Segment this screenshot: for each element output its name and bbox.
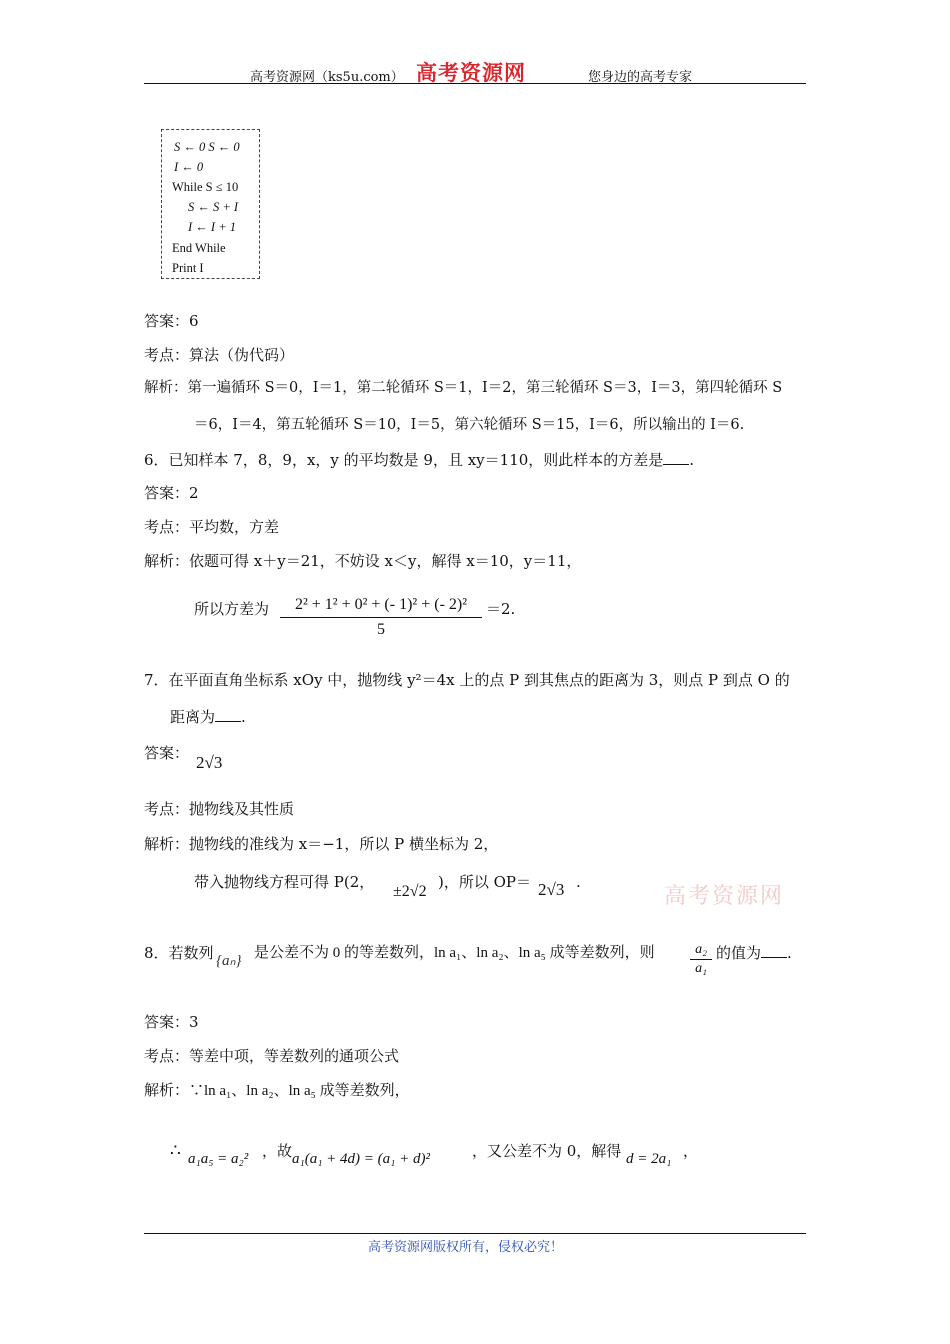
header-rule [144,83,806,84]
q6-analysis-line2-prefix: 所以方差为 [194,600,270,618]
q6-question-text: 6．已知样本 7，8，9，x，y 的平均数是 9，且 xy＝110，则此样本的方差是 [144,451,664,469]
q8-equation-3: d = 2a₁ [626,1151,672,1167]
q6-analysis-line2-suffix: ＝2. [486,600,516,618]
code-line-6: End While [172,241,226,255]
q8-ratio-fraction [690,942,712,977]
q8-analysis-g: ， [683,1142,699,1160]
q7-analysis-coord: ±2√2 [393,883,427,900]
code-line-4: S ← S + I [188,200,239,214]
q5-answer: 答案：6 [144,312,199,330]
q6-answer: 答案：2 [144,484,199,502]
q8-therefore-symbol: ∴ [170,1141,181,1161]
q8-analysis-e: ，又公差不为 0，解得 [472,1142,622,1160]
q6-fraction-denominator: 5 [377,621,385,638]
q6-variance-fraction [280,596,482,639]
q6-point: 考点：平均数，方差 [144,518,280,536]
q6-answer-blank [663,452,689,465]
q6-analysis-line1: 解析：依题可得 x＋y＝21，不妨设 x＜y，解得 x＝10，y＝11， [144,552,582,570]
q8-answer-blank [761,945,787,958]
q8-point: 考点：等差中项，等差数列的通项公式 [144,1047,400,1065]
q7-analysis-line2-a: 带入抛物线方程可得 P(2， [194,873,375,891]
code-line-3: While S ≤ 10 [172,180,239,194]
q5-analysis-line1: 解析：第一遍循环 S＝0，I＝1，第二轮循环 S＝1，I＝2，第三轮循环 S＝3，I＝3，第四轮循环 S [144,380,783,396]
q8-question-c-text: 的值为 [716,944,762,962]
pseudocode-box [161,129,260,279]
q8-question-a: 8．若数列 [144,944,214,962]
q8-equation-2: a₁(a₁ + 4d) = (a₁ + d)² [292,1151,430,1167]
q8-answer: 答案：3 [144,1013,199,1031]
header-right-text: 您身边的高考专家 [588,70,693,85]
q7-point: 考点：抛物线及其性质 [144,800,295,818]
code-line-5: I ← I + 1 [188,220,237,234]
q5-point: 考点：算法（伪代码） [144,346,295,364]
q7-question-line2-text: 距离为 [170,708,216,726]
footer-copyright: 高考资源网版权所有，侵权必究！ [368,1240,564,1255]
footer-rule [144,1233,806,1234]
q8-analysis-c: ，故 [262,1142,293,1160]
code-line-1: S ← 0 S ← 0 [174,140,240,154]
q5-analysis-line2: ＝6，I＝4，第五轮循环 S＝10，I＝5，第六轮循环 S＝15，I＝6，所以输出的 I＝6. [194,417,745,433]
q8-ratio-denominator: a₁ [695,961,707,976]
q7-answer-blank [215,709,241,722]
q7-analysis-period: . [576,873,581,891]
code-line-7: Print I [172,261,204,275]
code-line-2: I ← 0 [174,160,204,174]
q8-question-c: 的值为 . [716,944,792,962]
header-logo: 高考资源网 [416,60,526,85]
q6-question: 6．已知样本 7，8，9，x，y 的平均数是 9，且 xy＝110，则此样本的方差是 . [144,451,695,469]
q7-question-line1: 7．在平面直角坐标系 xOy 中，抛物线 y²＝4x 上的点 P 到其焦点的距离为 3，则点 P 到点 O 的 [144,671,790,689]
watermark-logo: 高考资源网 [664,884,785,909]
q8-analysis-line1: 解析：∵ln a₁、ln a₂、ln a₅ 成等差数列， [144,1083,410,1099]
q6-fraction-numerator: 2² + 1² + 0² + (- 1)² + (- 2)² [280,596,482,618]
q7-analysis-op-value: 2√3 [538,880,565,899]
q7-question-line2: 距离为 . [170,708,246,726]
q7-analysis-line1: 解析：抛物线的准线为 x＝−1，所以 P 横坐标为 2， [144,835,499,853]
q7-answer-label: 答案： [144,744,190,762]
header-left-text: 高考资源网（ks5u.com） [250,70,404,85]
q7-analysis-line2-c: )，所以 OP＝ [438,873,532,891]
q7-answer-value: 2√3 [196,753,223,772]
q8-sequence: {aₙ} [216,953,242,969]
q8-ratio-numerator: a₂ [690,942,712,960]
q8-equation-1: a₁a₅ = a₂² [188,1151,249,1167]
q8-question-b: 是公差不为 0 的等差数列，ln a₁、ln a₂、ln a₅ 成等差数列，则 [254,945,655,961]
